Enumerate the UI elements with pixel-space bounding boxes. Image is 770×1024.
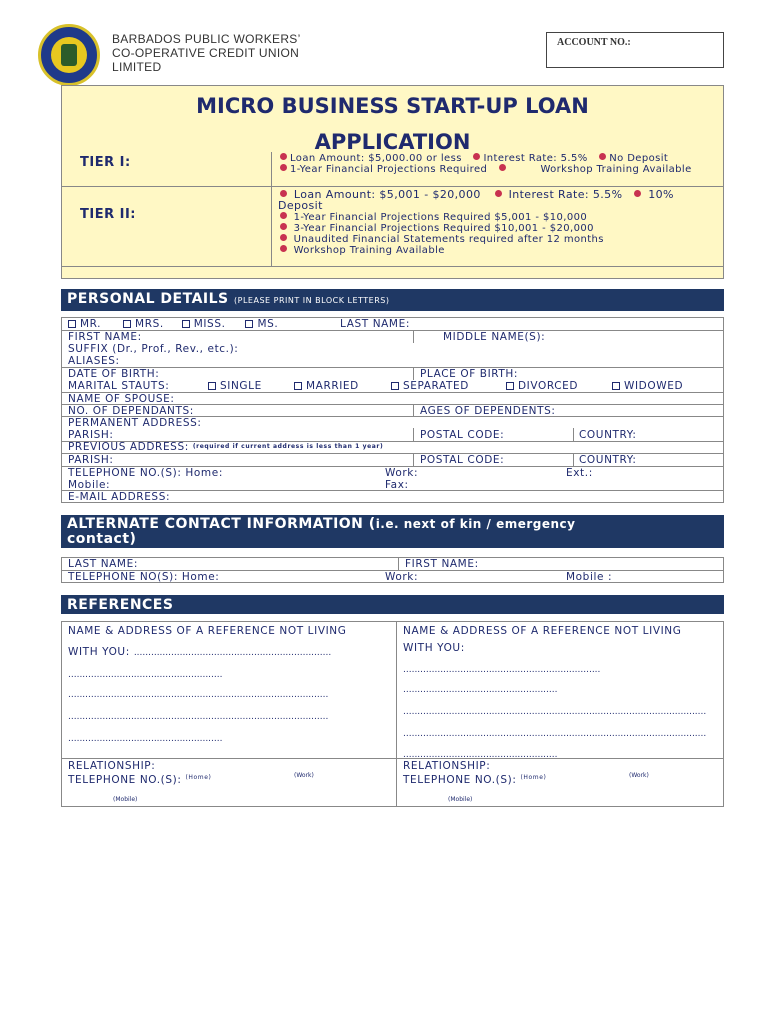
tier-2-statements: Unaudited Financial Statements required after 12 months (293, 234, 604, 245)
checkbox-icon[interactable] (245, 320, 253, 328)
reference-1-mobile-label: (Mobile) (113, 796, 138, 803)
checkbox-icon[interactable] (612, 382, 620, 390)
dependants-count-field[interactable]: NO. OF DEPENDANTS: (68, 405, 194, 417)
reference-2-with-you: WITH YOU: (403, 642, 465, 654)
tier-2-interest-rate: Interest Rate: 5.5% (508, 188, 623, 201)
page-title (61, 88, 724, 160)
reference-1-address-line-2[interactable]: ........................................................................................... (68, 690, 329, 700)
tier-2-line-1 (280, 189, 674, 201)
alt-telephone-work-field[interactable]: Work: (385, 571, 419, 583)
alt-first-name-field[interactable]: FIRST NAME: (405, 558, 479, 570)
reference-2-telephone-label: TELEPHONE NO.(S): (403, 774, 517, 786)
alternate-contact-title-line-2: contact) (67, 531, 137, 547)
references-column-divider (396, 621, 397, 807)
checkbox-icon[interactable] (123, 320, 131, 328)
country-field[interactable]: COUNTRY: (579, 429, 637, 441)
title-line-2: APPLICATION (314, 130, 471, 154)
tier-1-interest-rate: Interest Rate: 5.5% (483, 153, 588, 164)
reference-2-address-line-2[interactable]: .......................................................................................................... (403, 707, 707, 717)
alternate-contact-note-open: ( (368, 516, 376, 532)
tier-2-label: TIER II: (80, 207, 136, 222)
last-name-field[interactable]: LAST NAME: (340, 318, 410, 330)
marital-married-option[interactable]: MARRIED (294, 380, 359, 392)
tier-1-line-1 (280, 153, 668, 164)
reference-2-home-label: (Home) (520, 774, 547, 781)
title-option-ms[interactable]: MS. (245, 318, 278, 330)
telephone-home-field[interactable]: TELEPHONE NO.(S): Home: (68, 467, 223, 479)
org-line-1: BARBADOS PUBLIC WORKERS’ (112, 32, 301, 46)
tier-2-projections-1yr: 1-Year Financial Projections Required $5,001 - $10,000 (293, 212, 588, 223)
email-field[interactable]: E-MAIL ADDRESS: (68, 491, 171, 503)
tier-1-deposit: No Deposit (609, 153, 669, 164)
tier-2-deposit-label: Deposit (278, 199, 323, 212)
credit-union-logo (38, 24, 100, 86)
checkbox-icon[interactable] (391, 382, 399, 390)
reference-2-mobile-label: (Mobile) (448, 796, 473, 803)
alternate-contact-title: ALTERNATE CONTACT INFORMATION (67, 516, 364, 532)
title-option-miss[interactable]: MISS. (182, 318, 226, 330)
tier-2-deposit-amount: 10% (648, 188, 674, 201)
postal-code-field[interactable]: POSTAL CODE: (420, 429, 505, 441)
checkbox-icon[interactable] (208, 382, 216, 390)
reference-1-label: NAME & ADDRESS OF A REFERENCE NOT LIVING (68, 625, 347, 637)
col-line (398, 557, 399, 570)
reference-2-label: NAME & ADDRESS OF A REFERENCE NOT LIVING (403, 625, 682, 637)
aliases-field[interactable]: ALIASES: (68, 355, 120, 367)
previous-address-note: (required if current address is less than 1 year) (192, 443, 384, 450)
organization-name (112, 32, 301, 74)
tier-2-loan-amount: Loan Amount: $5,001 - $20,000 (293, 188, 481, 201)
reference-2-work-label: (Work) (629, 772, 649, 779)
reference-1-dots: ..................................................................... (133, 648, 332, 658)
fax-field[interactable]: Fax: (385, 479, 409, 491)
marital-single-option[interactable]: SINGLE (208, 380, 262, 392)
row-line (61, 758, 724, 759)
references-heading (61, 595, 724, 614)
reference-2-address-line-1[interactable]: ...................................................... (403, 685, 558, 695)
previous-address-label: PREVIOUS ADDRESS: (68, 441, 189, 453)
marital-status-label: MARITAL STAUTS: (68, 380, 170, 392)
alt-mobile-field[interactable]: Mobile : (566, 571, 613, 583)
middle-name-field[interactable]: MIDDLE NAME(S): (443, 331, 546, 343)
previous-address-field[interactable] (68, 441, 383, 453)
checkbox-icon[interactable] (68, 320, 76, 328)
row-line (61, 367, 724, 368)
account-number-field[interactable] (546, 32, 724, 68)
reference-1-name-field[interactable] (68, 646, 331, 659)
tier-2-list (280, 212, 604, 256)
title-options (68, 318, 278, 330)
col-line (413, 367, 414, 380)
first-name-field[interactable]: FIRST NAME: (68, 331, 142, 343)
reference-2-telephone-field[interactable] (403, 772, 546, 786)
col-line (573, 428, 574, 441)
tier-bottom-divider (61, 266, 724, 267)
marital-separated-option[interactable]: SEPARATED (391, 380, 469, 392)
org-line-3: LIMITED (112, 60, 162, 74)
tier-2-projections-3yr: 3-Year Financial Projections Required $10,001 - $20,000 (293, 223, 594, 234)
alt-last-name-field[interactable]: LAST NAME: (68, 558, 138, 570)
col-line (413, 428, 414, 441)
telephone-ext-field[interactable]: Ext.: (566, 467, 593, 479)
alternate-contact-heading (61, 515, 724, 548)
dependants-ages-field[interactable]: AGES OF DEPENDENTS: (420, 405, 556, 417)
org-line-2: CO-OPERATIVE CREDIT UNION (112, 46, 300, 60)
reference-1-home-label: (Home) (185, 774, 212, 781)
reference-2-address-line-3[interactable]: .......................................................................................................... (403, 729, 707, 739)
previous-postal-code-field[interactable]: POSTAL CODE: (420, 454, 505, 466)
reference-2-address-line-4[interactable]: ...................................................... (403, 750, 558, 760)
marital-widowed-option[interactable]: WIDOWED (612, 380, 683, 392)
row-line (61, 330, 724, 331)
suffix-field[interactable]: SUFFIX (Dr., Prof., Rev., etc.): (68, 343, 239, 355)
previous-country-field[interactable]: COUNTRY: (579, 454, 637, 466)
reference-1-address-line-3[interactable]: ........................................................................................... (68, 712, 329, 722)
marital-divorced-option[interactable]: DIVORCED (506, 380, 578, 392)
checkbox-icon[interactable] (506, 382, 514, 390)
date-of-birth-field[interactable]: DATE OF BIRTH: (68, 368, 160, 380)
parish-field[interactable]: PARISH: (68, 429, 114, 441)
reference-2-relationship-field[interactable]: RELATIONSHIP: (403, 760, 491, 772)
reference-1-address-line-4[interactable]: ...................................................... (68, 734, 223, 744)
title-option-mrs[interactable]: MRS. (123, 318, 164, 330)
spouse-name-field[interactable]: NAME OF SPOUSE: (68, 393, 175, 405)
title-line-1: MICRO BUSINESS START-UP LOAN (196, 94, 589, 118)
reference-1-relationship-field[interactable]: RELATIONSHIP: (68, 760, 156, 772)
mobile-field[interactable]: Mobile: (68, 479, 111, 491)
reference-1-address-line-1[interactable]: ...................................................... (68, 670, 223, 680)
telephone-work-field[interactable]: Work: (385, 467, 419, 479)
col-line (413, 330, 414, 343)
reference-2-name-line[interactable]: ..................................................................... (403, 665, 601, 675)
tier-1-line-2 (280, 164, 692, 175)
tier-1-workshop: Workshop Training Available (540, 164, 692, 175)
permanent-address-field[interactable]: PERMANENT ADDRESS: (68, 417, 202, 429)
personal-details-heading (61, 289, 724, 311)
account-number-label: ACCOUNT NO.: (557, 37, 631, 48)
tier-column-divider (271, 152, 272, 266)
checkbox-icon[interactable] (182, 320, 190, 328)
reference-1-with-you: WITH YOU: (68, 646, 130, 658)
personal-details-title: PERSONAL DETAILS (67, 291, 229, 307)
tier-2-workshop: Workshop Training Available (293, 245, 445, 256)
tier-1-loan-amount: Loan Amount: $5,000.00 or less (290, 153, 462, 164)
col-line (573, 453, 574, 466)
alternate-contact-note: i.e. next of kin / emergency (375, 517, 576, 531)
reference-1-work-label: (Work) (294, 772, 314, 779)
tier-1-projections: 1-Year Financial Projections Required (290, 164, 488, 175)
personal-details-note: (PLEASE PRINT IN BLOCK LETTERS) (234, 296, 390, 305)
tier-divider (61, 186, 724, 187)
previous-parish-field[interactable]: PARISH: (68, 454, 114, 466)
reference-1-telephone-field[interactable] (68, 772, 211, 786)
tier-1-label: TIER I: (80, 155, 131, 170)
alt-telephone-home-field[interactable]: TELEPHONE NO(S): Home: (68, 571, 220, 583)
col-line (413, 453, 414, 466)
checkbox-icon[interactable] (294, 382, 302, 390)
title-option-mr[interactable]: MR. (68, 318, 101, 330)
reference-1-telephone-label: TELEPHONE NO.(S): (68, 774, 182, 786)
place-of-birth-field[interactable]: PLACE OF BIRTH: (420, 368, 519, 380)
references-title: REFERENCES (67, 597, 174, 613)
